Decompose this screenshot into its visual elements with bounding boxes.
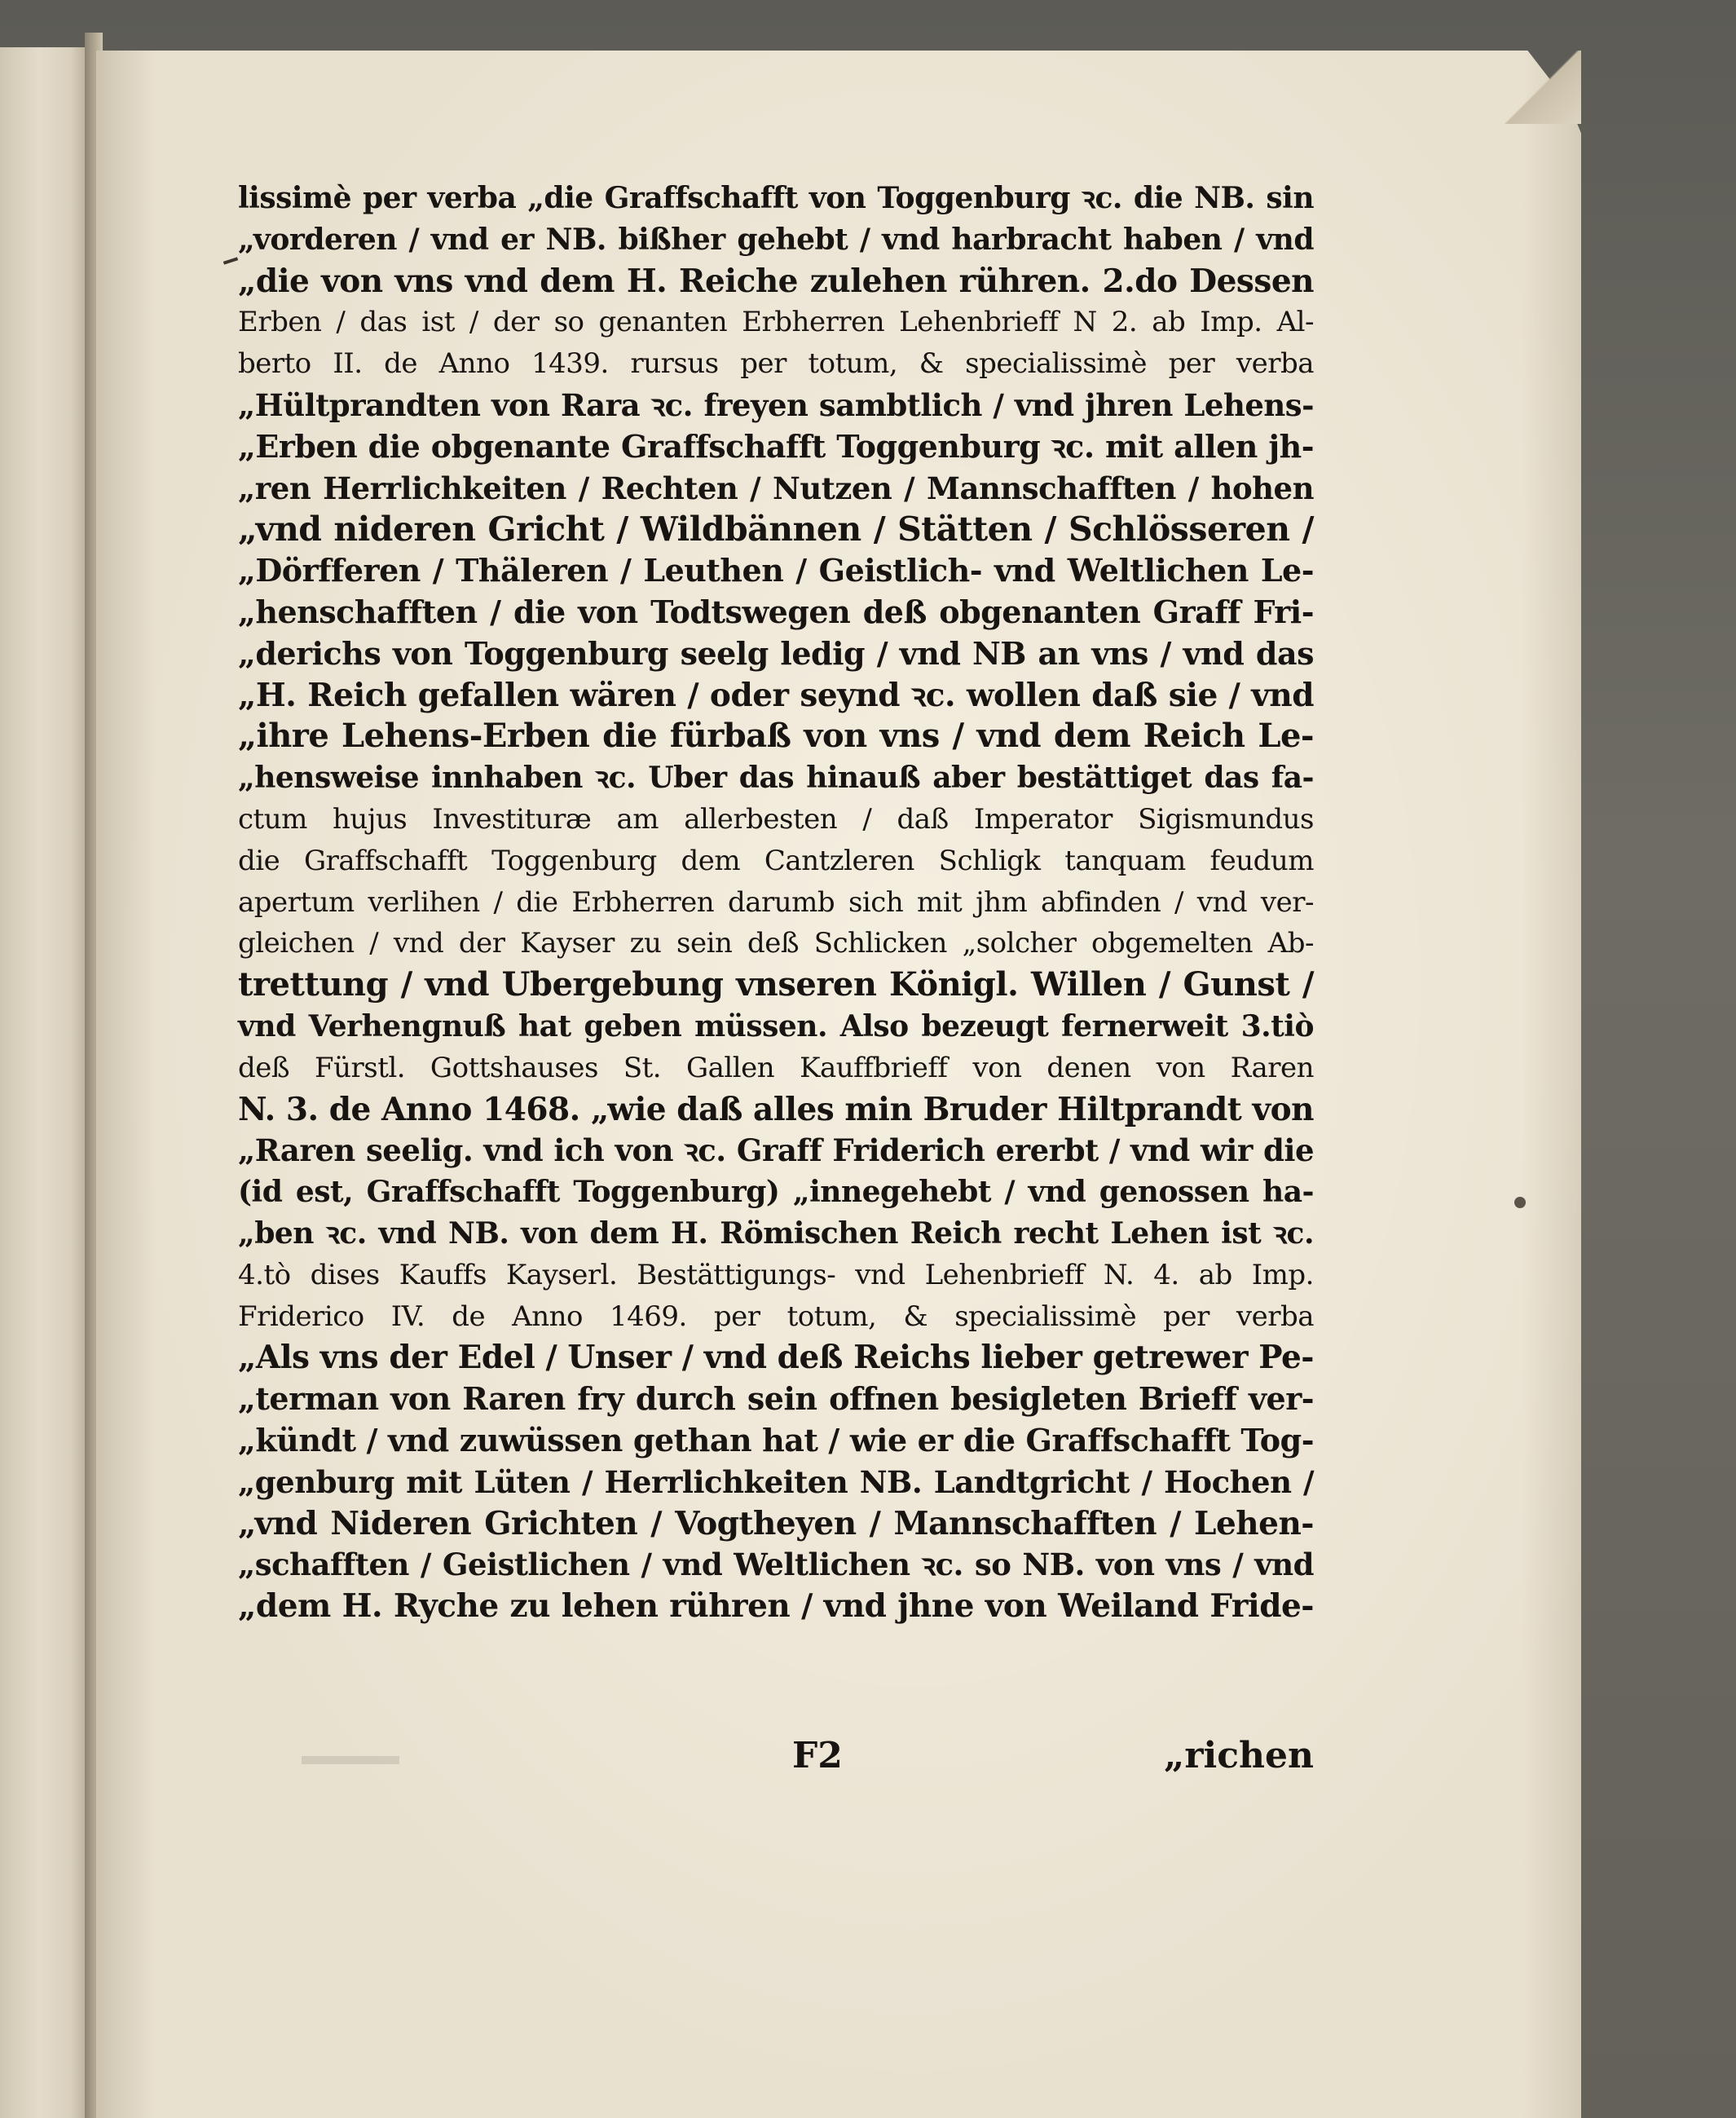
text-line: „genburg mit Lüten / Herrlichkeiten NB. Landtgricht / Hochen / xyxy=(238,1463,1314,1500)
text-line: „vorderen / vnd er NB. bißher gehebt / vnd harbracht haben / vnd xyxy=(238,222,1314,257)
catchword: „richen xyxy=(1164,1735,1314,1776)
text-line: (id est, Graffschafft Toggenburg) „innegehebt / vnd genossen ha- xyxy=(238,1175,1314,1210)
text-line: „hensweise innhaben ꝛc. Uber das hinauß aber bestättiget das fa- xyxy=(238,761,1314,796)
text-line: trettung / vnd Ubergebung vnseren Königl. Willen / Gunst / xyxy=(238,965,1314,1004)
text-line: deß Fürstl. Gottshauses St. Gallen Kauffbrieff von denen von Raren xyxy=(238,1051,1314,1084)
text-line: „Hültprandten von Rara ꝛc. freyen sambtlich / vnd jhren Lehens- xyxy=(238,386,1314,423)
text-line: „Dörfferen / Thäleren / Leuthen / Geistlich- vnd Weltlichen Le- xyxy=(238,552,1314,589)
text-line: „henschafften / die von Todtswegen deß obgenanten Graff Fri- xyxy=(238,593,1314,630)
page-footer xyxy=(238,1733,1314,1779)
text-line: „ben ꝛc. vnd NB. von dem H. Römischen Reich recht Lehen ist ꝛc. xyxy=(238,1216,1314,1251)
text-line: „ren Herrlichkeiten / Rechten / Nutzen / Mannschafften / hohen xyxy=(238,470,1314,506)
text-line: ctum hujus Investituræ am allerbesten / daß Imperator Sigismundus xyxy=(238,802,1314,836)
text-line: „Raren seelig. vnd ich von ꝛc. Graff Friderich ererbt / vnd wir die xyxy=(238,1132,1314,1169)
text-line: „H. Reich gefallen wären / oder seynd ꝛc. wollen daß sie / vnd xyxy=(238,676,1314,714)
page-text-block xyxy=(238,178,1314,1627)
text-line: apertum verlihen / die Erbherren darumb sich mit jhm abfinden / vnd ver- xyxy=(238,885,1314,919)
text-line: „ihre Lehens-Erben die fürbaß von vns / vnd dem Reich Le- xyxy=(238,717,1314,756)
text-line: gleichen / vnd der Kayser zu sein deß Schlicken „solcher obgemelten Ab- xyxy=(238,927,1314,960)
text-line: „derichs von Toggenburg seelg ledig / vnd NB an vns / vnd das xyxy=(238,634,1314,672)
text-line: „dem H. Ryche zu lehen rühren / vnd jhne von Weiland Fride- xyxy=(238,1587,1314,1626)
text-line: Friderico IV. de Anno 1469. per totum, & specialissimè per verba xyxy=(238,1299,1314,1333)
text-line: Erben / das ist / der so genanten Erbherren Lehenbrieff N 2. ab Imp. Al- xyxy=(238,306,1314,339)
text-line: „die von vns vnd dem H. Reiche zulehen rühren. 2.do Dessen xyxy=(238,262,1314,300)
ink-spot xyxy=(1514,1197,1526,1208)
dog-ear-corner xyxy=(1505,51,1581,124)
text-line: berto II. de Anno 1439. rursus per totum, & specialissimè per verba xyxy=(238,347,1314,381)
text-line: „Erben die obgenante Graffschafft Toggenburg ꝛc. mit allen jh- xyxy=(238,427,1314,465)
bleed-through-smudge xyxy=(302,1750,399,1771)
text-line: vnd Verhengnuß hat geben müssen. Also bezeugt fernerweit 3.tiò xyxy=(238,1008,1314,1044)
text-line: lissimè per verba „die Graffschafft von Toggenburg ꝛc. die NB. sin xyxy=(238,181,1314,215)
text-line: „vnd nideren Gricht / Wildbännen / Stätten / Schlösseren / xyxy=(238,510,1314,549)
text-line: 4.tò dises Kauffs Kayserl. Bestättigungs- vnd Lehenbrieff N. 4. ab Imp. xyxy=(238,1258,1314,1291)
text-line: „kündt / vnd zuwüssen gethan hat / wie er die Graffschafft Tog- xyxy=(238,1421,1314,1458)
text-line: „schafften / Geistlichen / vnd Weltlichen ꝛc. so NB. von vns / vnd xyxy=(238,1547,1314,1583)
text-line: „terman von Raren fry durch sein offnen besigleten Brieff ver- xyxy=(238,1380,1314,1418)
text-line: N. 3. de Anno 1468. „wie daß alles min Bruder Hiltprandt von xyxy=(238,1090,1314,1128)
text-line: „Als vns der Edel / Unser / vnd deß Reichs lieber getrewer Pe- xyxy=(238,1339,1314,1377)
facing-page-edge xyxy=(0,47,88,2118)
signature-mark: F2 xyxy=(792,1735,843,1776)
text-line: „vnd Nideren Grichten / Vogtheyen / Mannschafften / Lehen- xyxy=(238,1504,1314,1542)
text-line: die Graffschafft Toggenburg dem Cantzleren Schligk tanquam feudum xyxy=(238,844,1314,877)
